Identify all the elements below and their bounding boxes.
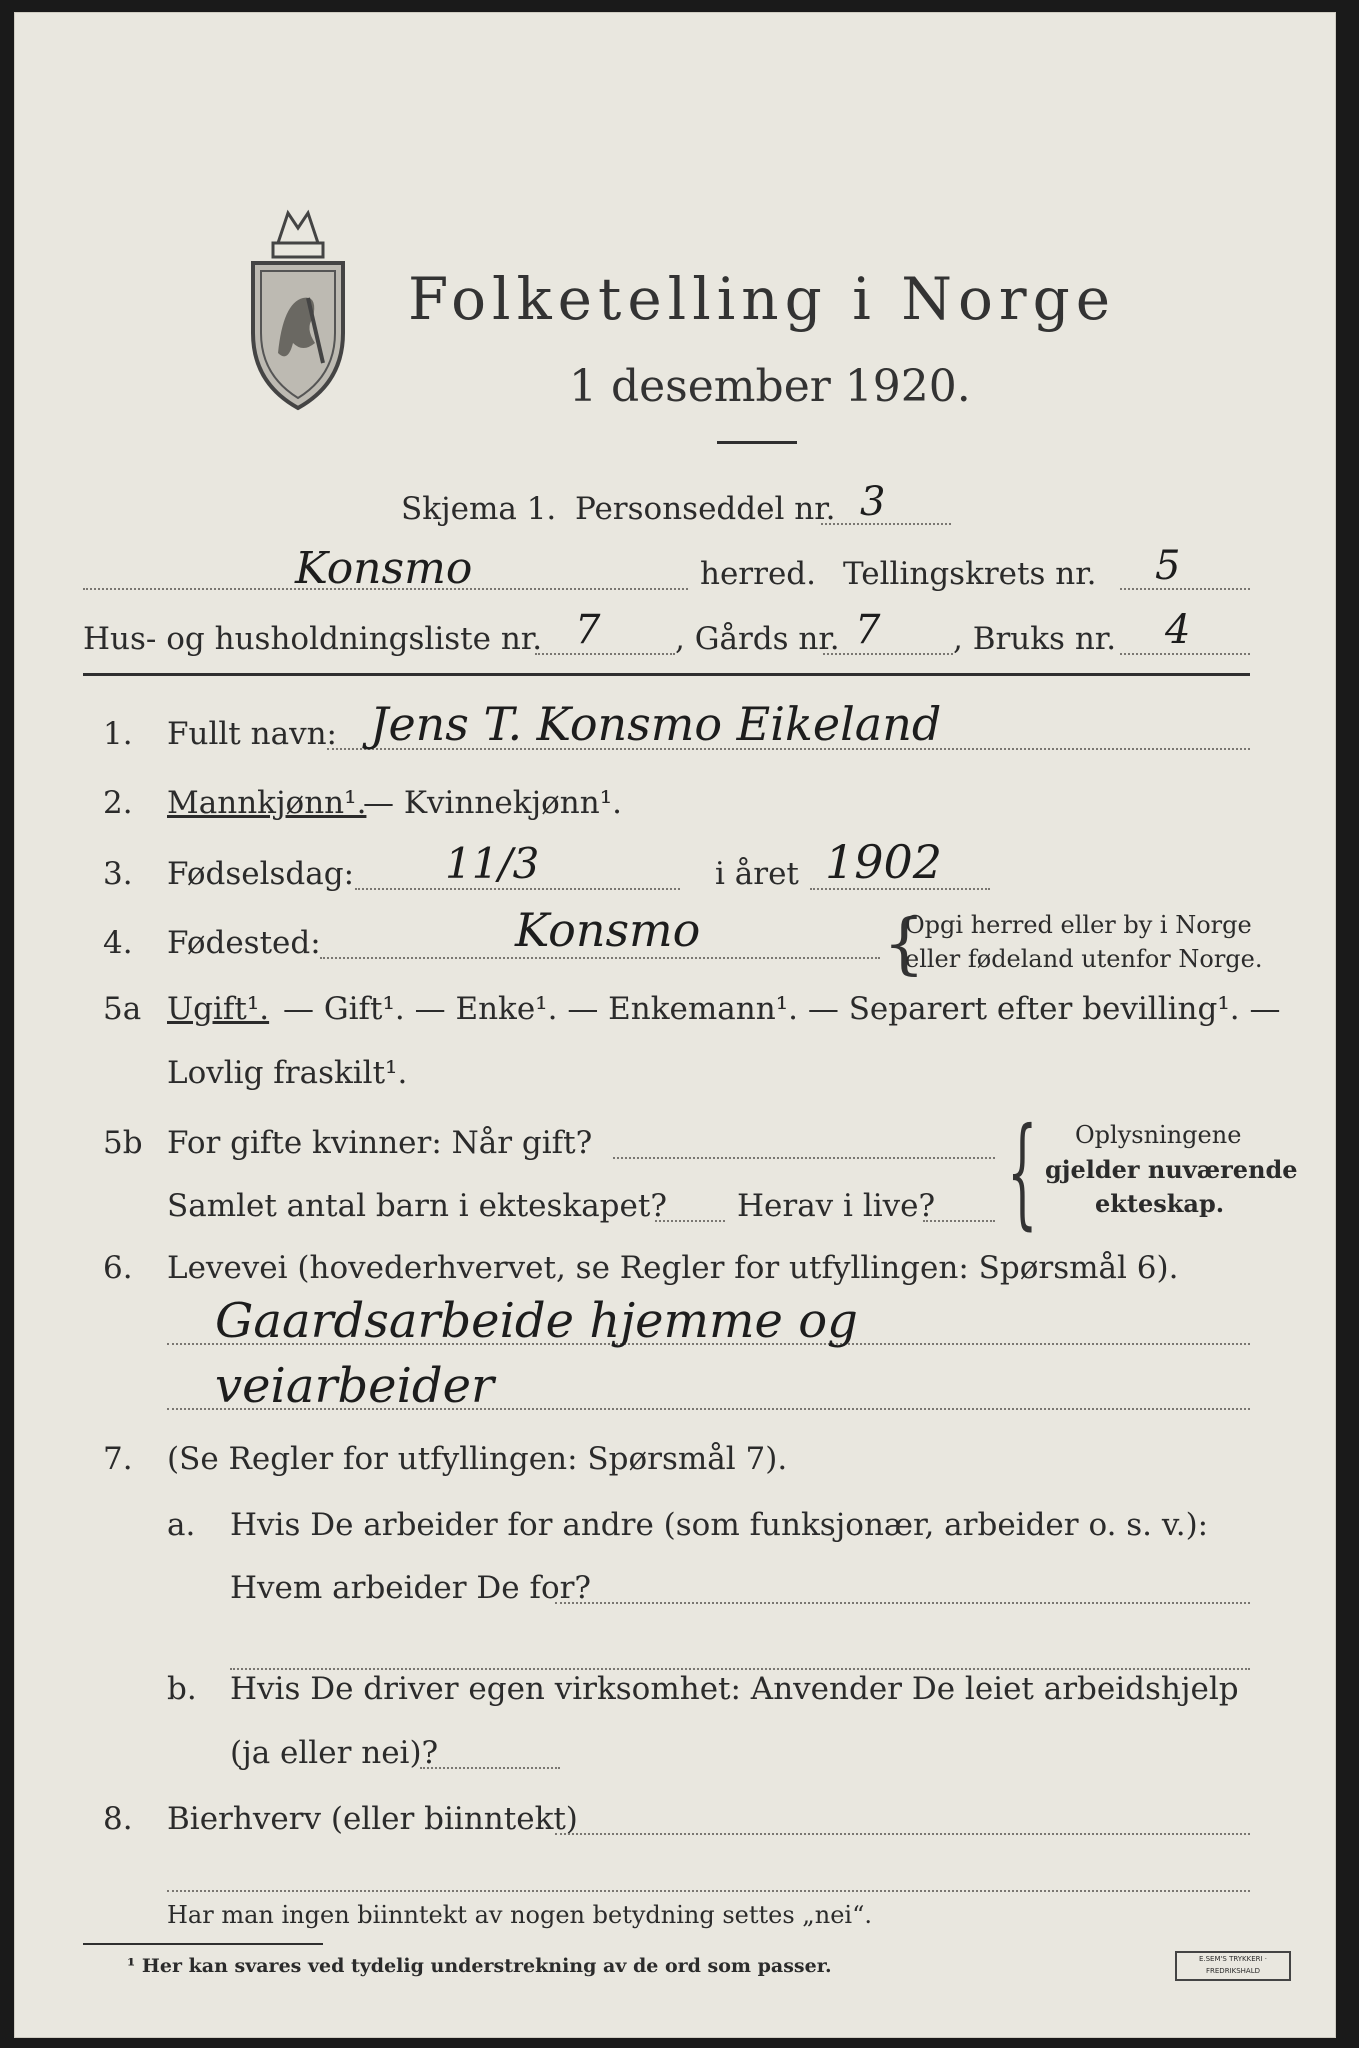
- form-title: Folketelling i Norge: [408, 265, 1117, 333]
- q5a-other-options[interactable]: — Gift¹. — Enke¹. — Enkemann¹. — Separert efter bevilling¹. —: [283, 991, 1281, 1027]
- personseddel-line: [821, 523, 951, 525]
- gards-value[interactable]: 7: [855, 607, 881, 653]
- q5b-note-line2: gjelder nuværende: [1045, 1155, 1298, 1184]
- bruks-label: , Bruks nr.: [953, 621, 1117, 657]
- q8-line1[interactable]: [555, 1833, 1250, 1835]
- tellingskrets-value[interactable]: 5: [1155, 543, 1181, 589]
- hus-value[interactable]: 7: [575, 607, 601, 653]
- printer-stamp: E.SEM'S TRYKKERI · FREDRIKSHALD: [1175, 1951, 1291, 1981]
- q7a-line2[interactable]: [230, 1668, 1250, 1670]
- q5a-ugift-option[interactable]: Ugift¹.: [167, 991, 270, 1027]
- q4-brace: {: [883, 905, 925, 982]
- q5b-label-when-married: For gifte kvinner: Når gift?: [167, 1125, 593, 1161]
- q4-number: 4.: [103, 925, 133, 961]
- q3-number: 3.: [103, 856, 133, 892]
- q7a-label: Hvis De arbeider for andre (som funksjonær, arbeider o. s. v.):: [230, 1507, 1209, 1543]
- q5b-number: 5b: [103, 1125, 143, 1161]
- q7b-label2: (ja eller nei)?: [230, 1735, 439, 1771]
- bruks-line: [1120, 653, 1250, 655]
- q4-line: [320, 957, 880, 959]
- q7a-letter: a.: [167, 1507, 196, 1543]
- q8-line2[interactable]: [167, 1890, 1250, 1892]
- birth-day-value[interactable]: 11/3: [445, 839, 540, 888]
- q4-label: Fødested:: [167, 925, 321, 961]
- q2-number: 2.: [103, 785, 133, 821]
- q5a-lovlig-fraskilt[interactable]: Lovlig fraskilt¹.: [167, 1055, 408, 1091]
- q5b-children-line: [655, 1220, 725, 1222]
- q7b-label: Hvis De driver egen virksomhet: Anvender De leiet arbeidshjelp: [230, 1671, 1239, 1707]
- q1-label: Fullt navn:: [167, 716, 337, 752]
- census-form-page: [14, 12, 1336, 2038]
- gards-label: , Gårds nr.: [675, 621, 840, 657]
- q4-note-line1: Opgi herred eller by i Norge: [905, 911, 1252, 939]
- q7a-line1[interactable]: [555, 1602, 1250, 1604]
- occupation-value-line1[interactable]: Gaardsarbeide hjemme og: [215, 1293, 858, 1349]
- q3-year-label: i året: [715, 856, 799, 892]
- tellingskrets-label: Tellingskrets nr.: [843, 556, 1097, 592]
- nei-note: Har man ingen biinntekt av nogen betydning settes „nei“.: [167, 1901, 872, 1929]
- footnote-divider: [83, 1943, 323, 1945]
- q1-number: 1.: [103, 716, 133, 752]
- q5b-note-line3: ekteskap.: [1095, 1189, 1225, 1218]
- bruks-value[interactable]: 4: [1165, 607, 1191, 653]
- q5a-number: 5a: [103, 991, 142, 1027]
- herred-label: herred.: [700, 556, 816, 592]
- skjema-label: Skjema 1.: [401, 491, 557, 527]
- hus-line: [535, 653, 675, 655]
- birth-year-value[interactable]: 1902: [825, 835, 943, 889]
- footnote-text: ¹ Her kan svares ved tydelig understrekning av de ord som passer.: [127, 1955, 832, 1977]
- birthplace-value[interactable]: Konsmo: [515, 903, 701, 957]
- full-name-value[interactable]: Jens T. Konsmo Eikeland: [370, 697, 942, 751]
- title-divider: [717, 441, 797, 444]
- q6-label: Levevei (hovederhvervet, se Regler for utfyllingen: Spørsmål 6).: [167, 1250, 1179, 1286]
- q5b-label-children: Samlet antal barn i ekteskapet?: [167, 1188, 667, 1224]
- q7a-label2: Hvem arbeider De for?: [230, 1570, 592, 1606]
- q6-number: 6.: [103, 1250, 133, 1286]
- q5b-note-line1: Oplysningene: [1075, 1121, 1242, 1149]
- q4-note-line2: eller fødeland utenfor Norge.: [905, 945, 1263, 973]
- form-date: 1 desember 1920.: [569, 361, 971, 412]
- herred-value[interactable]: Konsmo: [295, 543, 473, 594]
- hus-label: Hus- og husholdningsliste nr.: [83, 621, 543, 657]
- q5b-alive-line: [923, 1220, 995, 1222]
- gards-line: [823, 653, 953, 655]
- q5b-brace: {: [1007, 1103, 1038, 1242]
- q5b-when-line: [613, 1157, 995, 1159]
- q2-male-option[interactable]: Mannkjønn¹.: [167, 785, 367, 821]
- norwegian-coat-of-arms-icon: [243, 203, 353, 413]
- personseddel-value[interactable]: 3: [860, 479, 886, 525]
- personseddel-label: Personseddel nr.: [575, 491, 836, 527]
- header-divider: [83, 673, 1250, 676]
- tellingskrets-line: [1120, 588, 1250, 590]
- q3-label: Fødselsdag:: [167, 856, 355, 892]
- q8-number: 8.: [103, 1801, 133, 1837]
- q7-number: 7.: [103, 1441, 133, 1477]
- q8-label: Bierhverv (eller biinntekt): [167, 1801, 578, 1837]
- q7b-line[interactable]: [420, 1767, 560, 1769]
- q3-day-line: [355, 888, 680, 890]
- q7b-letter: b.: [167, 1671, 197, 1707]
- q7-label: (Se Regler for utfyllingen: Spørsmål 7).: [167, 1441, 788, 1477]
- occupation-value-line2[interactable]: veiarbeider: [215, 1358, 494, 1414]
- q2-female-option[interactable]: — Kvinnekjønn¹.: [363, 785, 622, 821]
- q5b-label-alive: Herav i live?: [737, 1188, 936, 1224]
